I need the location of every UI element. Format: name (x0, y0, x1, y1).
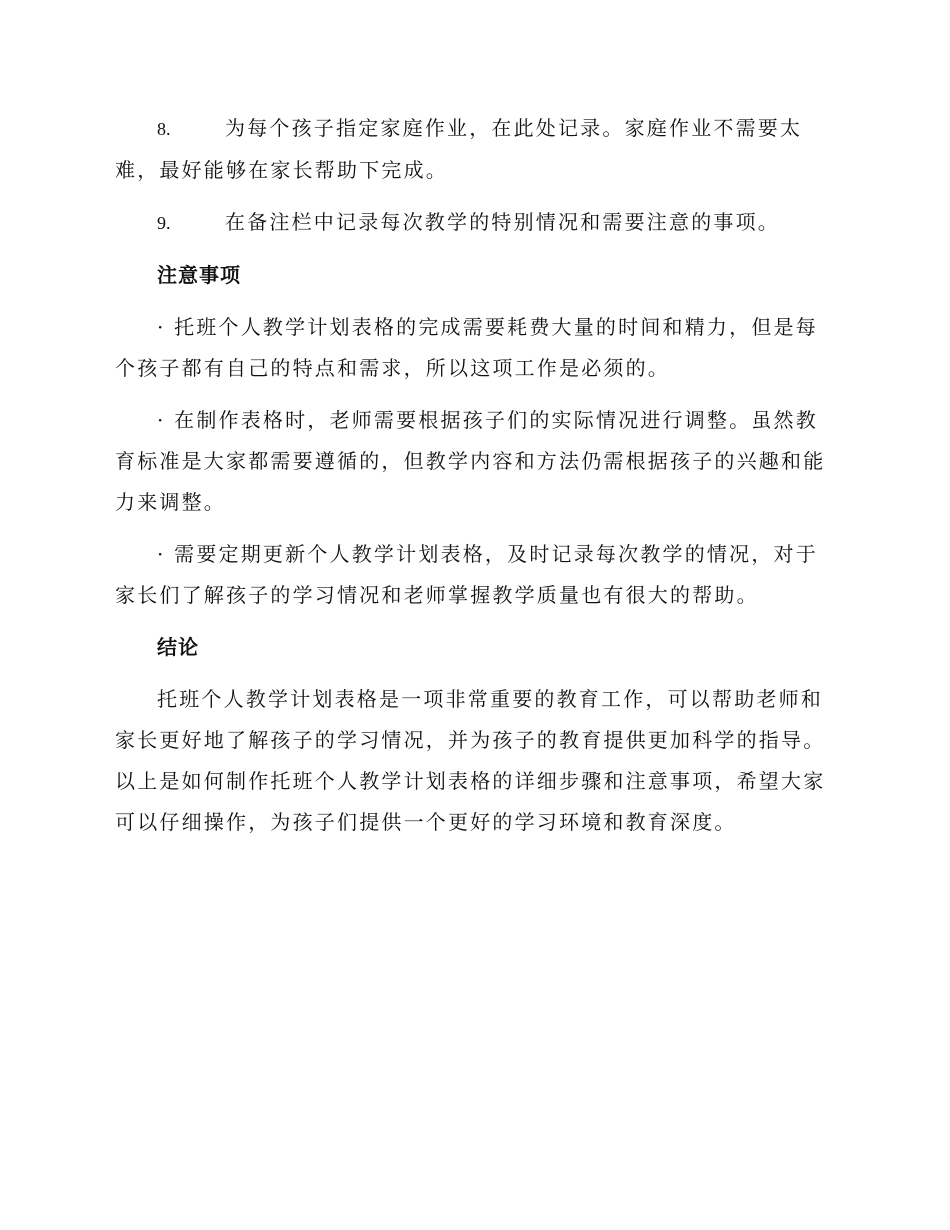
notes-heading: 注意事项 (157, 263, 241, 287)
note-item: · 托班个人教学计划表格的完成需要耗费大量的时间和精力，但是每个孩子都有自己的特点和需求，所以这项工作是必须的。 (115, 315, 818, 380)
document-body (115, 108, 835, 854)
note-item: · 在制作表格时，老师需要根据孩子们的实际情况进行调整。虽然教育标准是大家都需要遵循的，但教学内容和方法仍需根据孩子的兴趣和能力来调整。 (115, 408, 826, 514)
step-number: 9. (157, 213, 171, 233)
step-text: 在备注栏中记录每次教学的特别情况和需要注意的事项。 (225, 210, 780, 234)
note-item: · 需要定期更新个人教学计划表格，及时记录每次教学的情况，对于家长们了解孩子的学习情况和老师掌握教学质量也有很大的帮助。 (115, 542, 818, 607)
step-text: 为每个孩子指定家庭作业，在此处记录。家庭作业不需要太难，最好能够在家长帮助下完成。 (115, 116, 803, 182)
step-8 (115, 108, 835, 191)
step-9 (115, 202, 835, 244)
conclusion-heading: 结论 (157, 635, 199, 659)
step-number: 8. (157, 119, 171, 139)
conclusion-text: 托班个人教学计划表格是一项非常重要的教育工作，可以帮助老师和家长更好地了解孩子的学习情况，并为孩子的教育提供更加科学的指导。以上是如何制作托班个人教学计划表格的详细步骤和注意事项，希望大家可以仔细操作，为孩子们提供一个更好的学习环境和教育深度。 (115, 687, 826, 834)
